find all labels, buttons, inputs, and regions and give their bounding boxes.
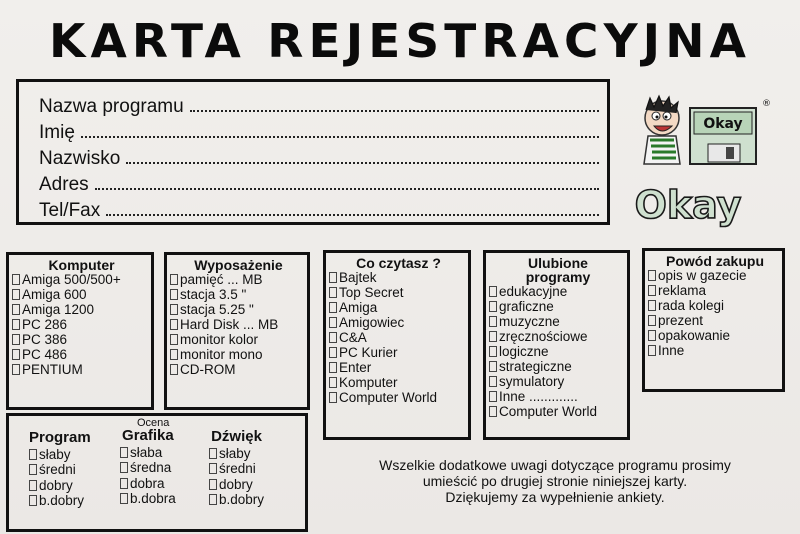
checkbox[interactable]	[489, 346, 497, 357]
form-row-program[interactable]	[39, 92, 607, 118]
checkbox-item[interactable]: Amiga 500/500+	[12, 272, 151, 287]
form-row-phone[interactable]	[39, 196, 607, 222]
checkbox-item[interactable]: muzyczne	[489, 314, 627, 329]
form-label: Imię	[39, 122, 75, 143]
checkbox[interactable]	[648, 330, 656, 341]
section-ocena	[6, 413, 308, 532]
checkbox-item[interactable]: b.dobra	[120, 491, 176, 507]
checkbox[interactable]	[29, 464, 37, 475]
checkbox[interactable]	[29, 480, 37, 491]
fill-line[interactable]	[81, 135, 599, 138]
checkbox-item[interactable]: Top Secret	[329, 285, 468, 300]
checkbox[interactable]	[209, 479, 217, 490]
rating-dzwiek-column	[209, 429, 264, 508]
checkbox[interactable]	[209, 463, 217, 474]
checkbox-item[interactable]: Amigowiec	[329, 315, 468, 330]
registration-form	[16, 79, 610, 225]
checkbox-item[interactable]: b.dobry	[29, 493, 91, 509]
checkbox[interactable]	[170, 349, 178, 360]
section-title: Ulubione programy	[525, 255, 591, 285]
checkbox[interactable]	[12, 349, 20, 360]
checkbox[interactable]	[489, 376, 497, 387]
closing-notes	[330, 457, 780, 505]
form-row-last-name[interactable]	[39, 144, 607, 170]
fill-line[interactable]	[190, 109, 599, 112]
notes-line: umieścić po drugiej stronie niniejszej karty.	[422, 473, 688, 489]
checkbox[interactable]	[329, 362, 337, 373]
checkbox-item[interactable]: średna	[120, 460, 176, 476]
rating-grafika-column	[120, 428, 176, 507]
notes-line: Dziękujemy za wypełnienie ankiety.	[445, 489, 665, 505]
checkbox[interactable]	[209, 494, 217, 505]
checkbox-item[interactable]: PC Kurier	[329, 345, 468, 360]
checkbox-item[interactable]: C&A	[329, 330, 468, 345]
checkbox[interactable]	[489, 301, 497, 312]
form-row-address[interactable]	[39, 170, 607, 196]
checkbox[interactable]	[329, 272, 337, 283]
checkbox-item[interactable]: słaby	[29, 447, 91, 463]
checkbox[interactable]	[329, 287, 337, 298]
fill-line[interactable]	[95, 187, 599, 190]
checkbox-item[interactable]: opakowanie	[648, 328, 782, 343]
checkbox-item[interactable]: rada kolegi	[648, 298, 782, 313]
checkbox-item[interactable]: prezent	[648, 313, 782, 328]
checkbox[interactable]	[29, 449, 37, 460]
section-wyposazenie	[164, 252, 310, 410]
rating-column-title: Dźwięk	[211, 428, 262, 445]
checkbox[interactable]	[489, 406, 497, 417]
checkbox[interactable]	[489, 286, 497, 297]
checkbox-item[interactable]: średni	[209, 461, 264, 477]
checkbox[interactable]	[329, 317, 337, 328]
checkbox[interactable]	[170, 319, 178, 330]
checkbox-item[interactable]: Amiga	[329, 300, 468, 315]
checkbox-item[interactable]: Hard Disk ... MB	[170, 317, 307, 332]
checkbox[interactable]	[489, 361, 497, 372]
checkbox-item[interactable]: symulatory	[489, 374, 627, 389]
okay-logo	[632, 94, 772, 234]
checkbox-item[interactable]: PC 286	[12, 317, 151, 332]
checkbox[interactable]	[170, 364, 178, 375]
checkbox[interactable]	[120, 447, 128, 458]
checkbox[interactable]	[329, 377, 337, 388]
rating-header: Ocena	[137, 417, 170, 429]
checkbox-item[interactable]: słaby	[209, 446, 264, 462]
section-powod-zakupu	[642, 248, 785, 392]
fill-line[interactable]	[106, 213, 599, 216]
page-title: KARTA REJESTRACYJNA	[49, 14, 751, 68]
section-komputer	[6, 252, 154, 410]
checkbox-item[interactable]: strategiczne	[489, 359, 627, 374]
section-title: Wyposażenie	[194, 257, 283, 273]
checkbox-item[interactable]: stacja 3.5 "	[170, 287, 307, 302]
checkbox-item[interactable]: zręcznościowe	[489, 329, 627, 344]
checkbox[interactable]	[329, 392, 337, 403]
checkbox-item[interactable]: edukacyjne	[489, 284, 627, 299]
checkbox[interactable]	[12, 364, 20, 375]
checkbox[interactable]	[489, 331, 497, 342]
checkbox[interactable]	[209, 448, 217, 459]
checkbox-item[interactable]: dobry	[209, 477, 264, 493]
checkbox[interactable]	[489, 316, 497, 327]
rating-program-column	[29, 430, 91, 509]
checkbox-item[interactable]: średni	[29, 462, 91, 478]
checkbox-item[interactable]: Bajtek	[329, 270, 468, 285]
checkbox-item[interactable]: PC 386	[12, 332, 151, 347]
checkbox[interactable]	[170, 304, 178, 315]
checkbox[interactable]	[170, 274, 178, 285]
checkbox[interactable]	[329, 332, 337, 343]
checkbox[interactable]	[648, 315, 656, 326]
checkbox[interactable]	[29, 495, 37, 506]
section-ulubione-programy	[483, 250, 630, 440]
checkbox[interactable]	[120, 478, 128, 489]
checkbox-item[interactable]: CD-ROM	[170, 362, 307, 377]
checkbox[interactable]	[329, 302, 337, 313]
checkbox[interactable]	[170, 289, 178, 300]
checkbox-item[interactable]: reklama	[648, 283, 782, 298]
registered-mark: ®	[762, 99, 771, 109]
checkbox[interactable]	[648, 270, 656, 281]
checkbox-item[interactable]: logiczne	[489, 344, 627, 359]
checkbox[interactable]	[489, 391, 497, 402]
checkbox[interactable]	[12, 334, 20, 345]
checkbox-item[interactable]: Enter	[329, 360, 468, 375]
checkbox-item[interactable]: dobra	[120, 476, 176, 492]
checkbox-item[interactable]: słaba	[120, 445, 176, 461]
section-title: Komputer	[48, 257, 115, 273]
checkbox[interactable]	[648, 285, 656, 296]
form-label: Nazwa programu	[39, 96, 184, 117]
form-label: Nazwisko	[39, 148, 121, 169]
notes-line: Wszelkie dodatkowe uwagi dotyczące programu prosimy	[379, 457, 731, 473]
section-co-czytasz	[323, 250, 471, 440]
section-title: Co czytasz ?	[356, 255, 441, 271]
checkbox[interactable]	[329, 347, 337, 358]
checkbox-item[interactable]: PENTIUM	[12, 362, 151, 377]
checkbox[interactable]	[170, 334, 178, 345]
form-label: Adres	[39, 174, 89, 195]
checkbox-item[interactable]: graficzne	[489, 299, 627, 314]
checkbox[interactable]	[120, 493, 128, 504]
checkbox-item[interactable]: Computer World	[329, 390, 468, 405]
checkbox-item[interactable]: stacja 5.25 "	[170, 302, 307, 317]
checkbox-item[interactable]: Computer World	[489, 404, 627, 419]
checkbox-item[interactable]: dobry	[29, 478, 91, 494]
checkbox[interactable]	[120, 462, 128, 473]
fill-line[interactable]	[126, 161, 599, 164]
checkbox-item[interactable]: Amiga 600	[12, 287, 151, 302]
rating-column-title: Program	[29, 429, 91, 446]
checkbox[interactable]	[12, 304, 20, 315]
checkbox-item[interactable]: b.dobry	[209, 492, 264, 508]
checkbox[interactable]	[12, 274, 20, 285]
form-row-first-name[interactable]	[39, 118, 607, 144]
checkbox[interactable]	[648, 300, 656, 311]
checkbox-item[interactable]: PC 486	[12, 347, 151, 362]
checkbox[interactable]	[12, 319, 20, 330]
checkbox-item[interactable]: monitor kolor	[170, 332, 307, 347]
section-title: Powód zakupu	[666, 253, 764, 269]
checkbox-item[interactable]: pamięć ... MB	[170, 272, 307, 287]
checkbox[interactable]	[12, 289, 20, 300]
checkbox-item[interactable]: opis w gazecie	[648, 268, 782, 283]
form-label: Tel/Fax	[39, 200, 101, 221]
checkbox-item[interactable]: Amiga 1200	[12, 302, 151, 317]
checkbox-item[interactable]: Inne .............	[489, 389, 627, 404]
logo-brand-text: Okay	[634, 183, 742, 227]
checkbox-item[interactable]: monitor mono	[170, 347, 307, 362]
logo-badge-text: Okay	[703, 116, 743, 132]
checkbox[interactable]	[648, 345, 656, 356]
rating-column-title: Grafika	[122, 427, 174, 444]
checkbox-item[interactable]: Inne	[648, 343, 782, 358]
checkbox-item[interactable]: Komputer	[329, 375, 468, 390]
